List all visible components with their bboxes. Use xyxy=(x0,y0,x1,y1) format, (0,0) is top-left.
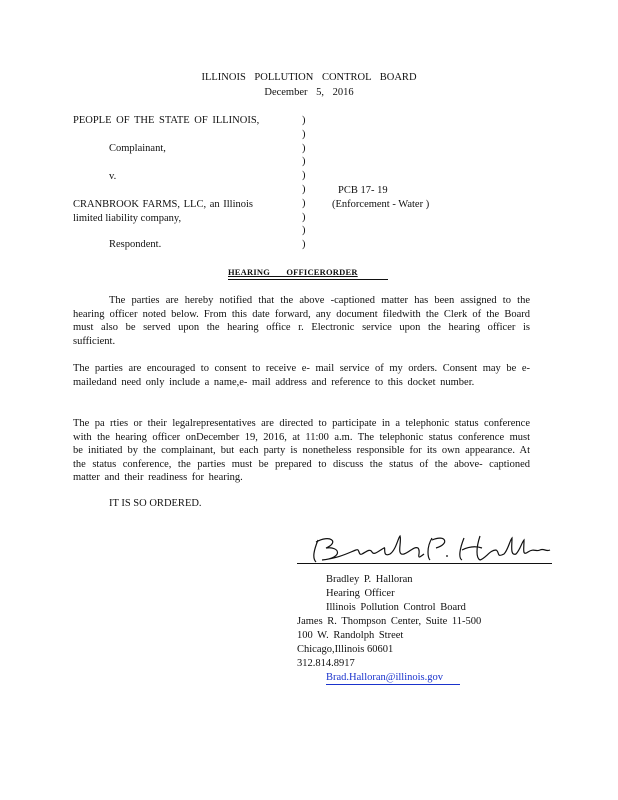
respondent-label: Respondent. xyxy=(109,239,162,250)
email-underline xyxy=(326,684,460,685)
document-title: HEARING OFFICERORDER xyxy=(228,267,358,277)
board-name: ILLINOIS POLLUTION CONTROL BOARD xyxy=(201,72,417,83)
signer-title: Hearing Officer xyxy=(326,588,395,599)
address-line-3: Chicago,Illinois 60601 xyxy=(297,644,394,655)
order-date: December 5, 2016 xyxy=(264,87,354,98)
versus-label: v. xyxy=(109,171,117,182)
signature-line xyxy=(297,563,552,564)
email-link[interactable]: Brad.Halloran@illinois.gov xyxy=(326,672,443,683)
so-ordered: IT IS SO ORDERED. xyxy=(109,498,202,509)
address-line-2: 100 W. Randolph Street xyxy=(297,630,404,641)
phone-number: 312.814.8917 xyxy=(297,658,355,669)
paragraph-email-consent: The parties are encouraged to consent to receive e- mail service of my orders. Consent may be e-mailedand need only include a name,e- mail address and reference to this docket number. xyxy=(73,363,530,388)
address-line-1: James R. Thompson Center, Suite 11-500 xyxy=(297,616,482,627)
case-type: (Enforcement - Water ) xyxy=(332,199,430,210)
signer-name: Bradley P. Halloran xyxy=(326,574,413,585)
complainant-label: Complainant, xyxy=(109,143,166,154)
signer-organization: Illinois Pollution Control Board xyxy=(326,602,466,613)
caption-parentheses: ) ) ) ) ) ) ) ) ) ) xyxy=(302,115,306,251)
defendant-line-1: CRANBROOK FARMS, LLC, an Illinois xyxy=(73,199,253,210)
paragraph-assignment: The parties are hereby notified that the above -captioned matter has been assigned to the hearing officer noted below. From this date forward, any document filedwith the Clerk of the Board must also be served upon the hearing office r. Electronic service upon the hearing officer is sufficient. xyxy=(73,295,530,347)
paragraph-status-conference: The pa rties or their legalrepresentatives are directed to participate in a telephonic status conference with the hearing officer onDecember 19, 2016, at 11:00 a.m. The telephonic status conference must be initiated by the complainant, but each party is nonetheless responsible for its own appearance. At the status conference, the parties must be prepared to discuss the status of the above- captioned matter and their readiness for hearing. xyxy=(73,418,530,484)
handwritten-signature xyxy=(300,528,560,568)
case-number: PCB 17- 19 xyxy=(338,185,388,196)
title-underline xyxy=(228,279,388,280)
plaintiff-name: PEOPLE OF THE STATE OF ILLINOIS, xyxy=(73,115,260,126)
defendant-line-2: limited liability company, xyxy=(73,213,182,224)
